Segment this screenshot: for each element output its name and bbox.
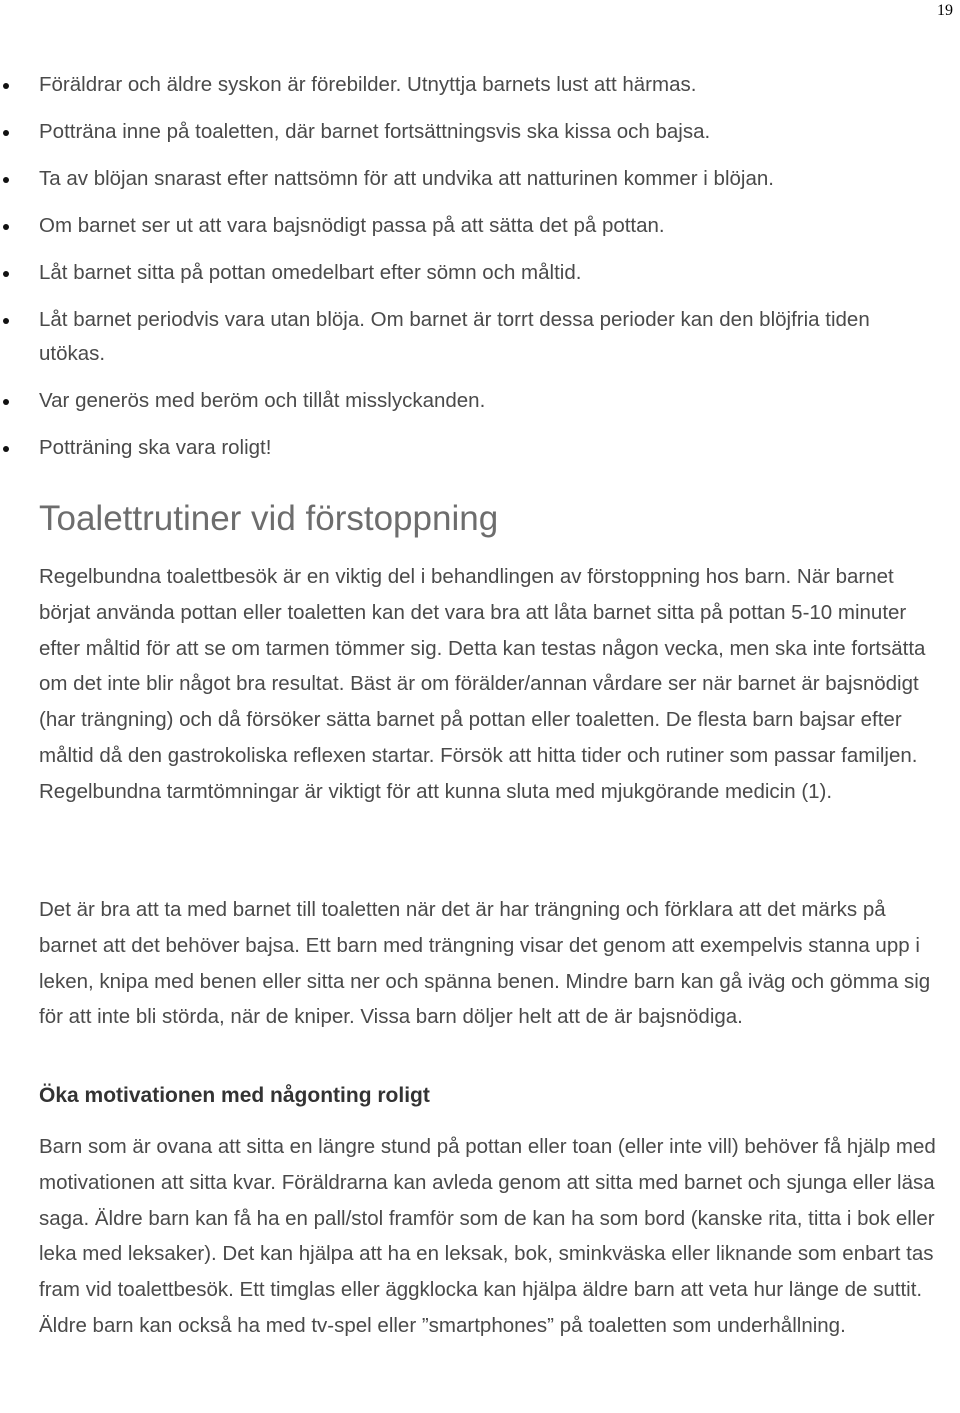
list-item (0, 256, 930, 290)
list-item-text: Låt barnet periodvis vara utan blöja. Om barnet är torrt dessa perioder kan den blöjfria tiden utökas. (39, 308, 870, 365)
list-item (0, 68, 930, 102)
section-title: Toalettrutiner vid förstoppning (39, 499, 499, 538)
paragraph-routines: Regelbundna toalettbesök är en viktig del i behandlingen av förstoppning hos barn. När barnet börjat använda pottan eller toaletten kan det vara bra att låta barnet sitta på pottan 5-10 minuter efter måltid för att se om tarmen tömmer sig. Detta kan testas någon vecka, men ska inte fortsätta om det inte blir något bra resultat. Bäst är om förälder/annan vårdare ser när barnet är bajsnödigt (har trängning) och då försöker sätta barnet på pottan eller toaletten. De flesta barn bajsar efter måltid då den gastrokoliska reflexen startar. Försök att hitta tider och rutiner som passar familjen. Regelbundna tarmtömningar är viktigt för att kunna sluta med mjukgörande medicin (1). (39, 565, 926, 803)
list-item-text: Potträna inne på toaletten, där barnet fortsättningsvis ska kissa och bajsa. (39, 120, 711, 143)
list-item-text: Var generös med beröm och tillåt misslyckanden. (39, 389, 486, 412)
list-item-text: Låt barnet sitta på pottan omedelbart efter sömn och måltid. (39, 261, 582, 284)
paragraph-urge: Det är bra att ta med barnet till toaletten när det är har trängning och förklara att det märks på barnet att det behöver bajsa. Ett barn med trängning visar det genom att exempelvis stanna upp i leken, knipa med benen eller sitta ner och spänna benen. Mindre barn kan gå iväg och gömma sig för att inte bli störda, när de kniper. Vissa barn döljer helt att de är bajsnödiga. (39, 898, 931, 1029)
bullet-icon (3, 224, 9, 230)
bullet-icon (3, 399, 9, 405)
subheading: Öka motivationen med någonting roligt (39, 1084, 430, 1107)
list-item-text: Ta av blöjan snarast efter nattsömn för att undvika att natturinen kommer i blöjan. (39, 167, 774, 190)
list-item-text: Om barnet ser ut att vara bajsnödigt passa på att sätta det på pottan. (39, 214, 665, 237)
tips-bullet-list (0, 68, 930, 478)
list-item (0, 384, 930, 418)
list-item-text: Potträning ska vara roligt! (39, 436, 272, 459)
list-item (0, 162, 930, 196)
paragraph-motivation: Barn som är ovana att sitta en längre stund på pottan eller toan (eller inte vill) behöver få hjälp med motivationen att sitta kvar. Föräldrarna kan avleda genom att sitta med barnet och sjunga eller läsa saga. Äldre barn kan få ha en pall/stol framför som de kan ha som bord (kanske rita, titta i bok eller leka med leksaker). Det kan hjälpa att ha en leksak, bok, sminkväska eller liknande som enbart tas fram vid toalettbesök. Ett timglas eller äggklocka kan hjälpa äldre barn att veta hur länge de suttit. Äldre barn kan också ha med tv-spel eller ”smartphones” på toaletten som underhållning. (39, 1135, 936, 1337)
bullet-icon (3, 271, 9, 277)
list-item (0, 209, 930, 243)
list-item-text: Föräldrar och äldre syskon är förebilder. Utnyttja barnets lust att härmas. (39, 73, 697, 96)
bullet-icon (3, 446, 9, 452)
list-item (0, 431, 930, 465)
page-number: 19 (937, 2, 953, 19)
list-item (0, 303, 930, 371)
bullet-icon (3, 130, 9, 136)
bullet-icon (3, 177, 9, 183)
bullet-icon (3, 318, 9, 324)
list-item (0, 115, 930, 149)
bullet-icon (3, 83, 9, 89)
